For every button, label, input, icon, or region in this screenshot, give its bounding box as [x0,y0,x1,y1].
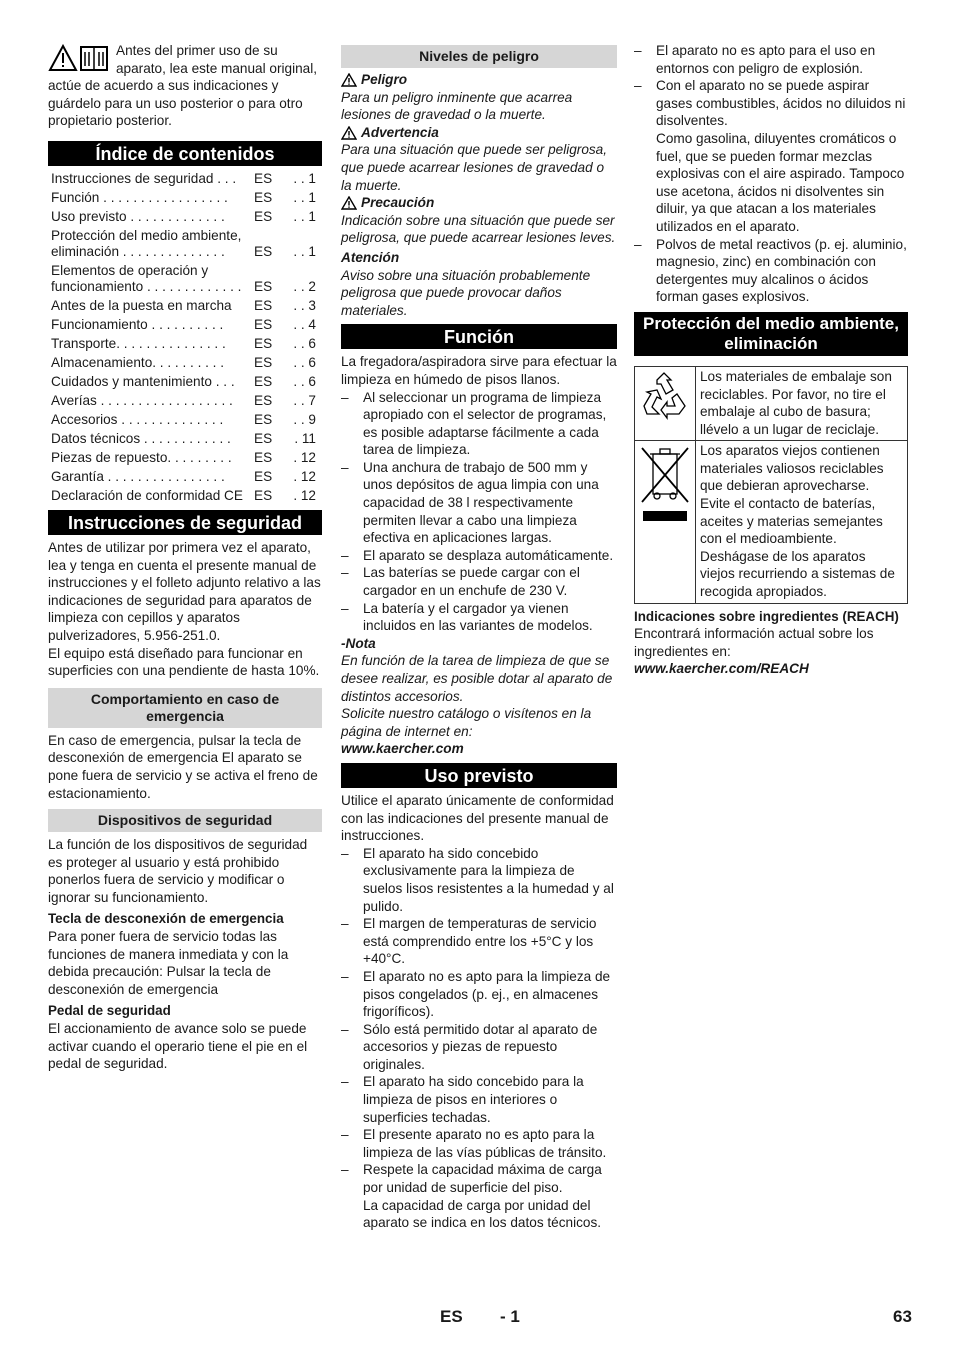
toc-row[interactable] [48,390,322,409]
estop-text: Para poner fuera de servicio todas las funciones de manera inmediata y con la debida precaución: Pulsar la tecla de desconexión de emergencia [48,929,289,997]
function-list [341,389,617,635]
list-item: – El aparato no es apto para la limpieza de pisos congelados (p. ej., en almacenes frigoríficos). [341,968,617,1021]
toc-language: ES [254,243,273,259]
footer-page-number: 63 [893,1307,912,1326]
toc-language: ES [254,430,273,446]
recycling-icon-cell [635,366,696,440]
warning-label: Advertencia [361,124,439,140]
safety-text-2: El equipo está diseñado para funcionar en superficies con una pendiente de hasta 10%. [48,645,320,679]
toc-page: . . 6 [293,354,316,370]
caution-heading [341,194,617,212]
toc-title: Uso previsto . . . . . . . . . . . . . [51,208,225,224]
toc-row[interactable] [48,352,322,371]
toc-page: . . 3 [293,297,316,313]
reach-link[interactable]: www.kaercher.com/REACH [634,661,809,677]
estop-heading: Tecla de desconexión de emergencia [48,911,284,927]
column-middle [341,42,617,1232]
toc-title: Piezas de repuesto. . . . . . . . . [51,449,232,465]
toc-language: ES [254,373,273,389]
toc-page: . 12 [293,468,316,484]
toc-page: . . 7 [293,392,316,408]
toc-title: Transporte. . . . . . . . . . . . . . . [51,335,226,351]
function-intro: La fregadora/aspiradora sirve para efectuar la limpieza en húmedo de pisos llanos. [341,354,617,387]
list-item: – El margen de temperaturas de servicio está comprendido entre los +5°C y los +40°C. [341,915,617,968]
toc-page: . 12 [293,487,316,503]
column-right [634,42,908,678]
toc-language: ES [254,487,273,503]
pedal-heading: Pedal de seguridad [48,1003,171,1019]
toc-title: Cuidados y mantenimiento . . . [51,373,235,389]
attention-label: Atención [341,249,400,265]
function-heading: Función [341,324,617,349]
warning-manual-icons [48,44,112,74]
toc-page: . . 6 [293,373,316,389]
table-row [635,441,908,603]
list-item-text: Respete la capacidad máxima de carga por unidad de superficie del piso. [363,1162,602,1196]
danger-heading [341,71,617,89]
toc-row[interactable] [48,428,322,447]
reach-text: Encontrará información actual sobre los ingredientes en: [634,626,874,659]
toc-title: Funcionamiento . . . . . . . . . . [51,316,224,332]
toc-language: ES [254,208,273,224]
warning-triangle-icon [341,196,357,210]
toc-title: Datos técnicos . . . . . . . . . . . . [51,430,231,446]
warning-triangle-icon [341,73,357,87]
table-row [635,366,908,440]
intended-use-list [341,845,617,1232]
toc-language: ES [254,335,273,351]
list-item: – Polvos de metal reactivos (p. ej. aluminio, magnesio, zinc) en combinación con detergentes muy alcalinos o ácidos forman gases explosivos. [634,236,908,306]
toc-language: ES [254,170,273,186]
toc-page: . . 1 [293,189,316,205]
list-item: – El aparato se desplaza automáticamente. [341,547,617,565]
warning-triangle-icon [341,126,357,140]
pedal-text: El accionamiento de avance solo se puede activar cuando el operario tiene el pie en el pedal de seguridad. [48,1021,308,1072]
toc-language: ES [254,392,273,408]
environment-table [634,366,908,604]
old-devices-text: Los aparatos viejos contienen materiales valiosos reciclables que debieran aprovecharse. Evite el contacto de baterías, aceites y materias semejantes con el medioambiente. Deshágase de los aparatos viejos recurriendo a sistemas de recogida apropiados. [696,441,908,603]
toc-title: Garantía . . . . . . . . . . . . . . . . [51,468,225,484]
safety-text-1: Antes de utilizar por primera vez el aparato, lea y tenga en cuenta el presente manual de instrucciones y el folleto adjunto relativo a las indicaciones de seguridad para aparatos de limpieza con cepillos y aparatos pulverizadores, 5.956-251.0. [48,539,321,643]
list-item: – El aparato no es apto para el uso en entornos con peligro de explosión. [634,42,908,77]
list-item: – El aparato ha sido concebido para la limpieza de pisos en interiores o superficies techadas. [341,1073,617,1126]
danger-label: Peligro [361,72,408,87]
warning-read-manual-icon [48,44,110,72]
toc-row[interactable] [48,466,322,485]
crossed-out-bin-icon [639,444,691,528]
environment-heading: Protección del medio ambiente, eliminación [634,312,908,356]
toc-page: . 12 [293,449,316,465]
toc-language: ES [254,354,273,370]
toc-title: Averías . . . . . . . . . . . . . . . . . . [51,392,233,408]
toc-row[interactable] [48,168,322,187]
reach-heading: Indicaciones sobre ingredientes (REACH) [634,608,899,624]
list-item: – Al seleccionar un programa de limpieza apropiado con el selector de programas, es posible adaptarse fácilmente a cada tarea de limpieza. [341,389,617,459]
toc-page: . . 1 [293,208,316,224]
intro-block [48,42,322,130]
attention-text: Aviso sobre una situación probablemente peligrosa que puede provocar daños materiales. [341,267,591,318]
toc-row[interactable] [48,260,322,295]
emergency-text: En caso de emergencia, pulsar la tecla de desconexión de emergencia El aparato se pone fuera de servicio y se activa el freno de estacionamiento. [48,732,318,801]
toc-heading: Índice de contenidos [48,141,322,166]
toc-title: Elementos de operación y funcionamiento . . . . . . . . . . . . . [51,262,242,294]
toc-language: ES [254,189,273,205]
toc-language: ES [254,468,273,484]
note-label-text: Nota [345,635,376,651]
list-item-extra: La capacidad de carga por unidad del aparato se indica en los datos técnicos. [363,1197,602,1231]
crossed-out-bin-icon-cell [635,441,696,603]
toc-page: . . 1 [293,243,316,259]
kaercher-link[interactable]: www.kaercher.com [341,741,464,757]
toc-title: Almacenamiento. . . . . . . . . . [51,354,225,370]
toc-page: . 11 [294,430,316,446]
intended-use-list-continued [634,42,908,306]
intended-use-intro: Utilice el aparato únicamente de conformidad con las indicaciones del presente manual de instrucciones. [341,792,614,844]
toc-title: Instrucciones de seguridad . . . [51,170,237,186]
list-item: – Las baterías se puede cargar con el cargador en un enchufe de 230 V. [341,564,617,599]
toc-row[interactable] [48,187,322,206]
toc-row[interactable] [48,206,322,225]
toc-table [48,168,322,504]
note-label: -Nota [341,635,376,651]
toc-language: ES [254,411,273,427]
toc-page: . . 9 [293,411,316,427]
list-item-text: Con el aparato no se puede aspirar gases combustibles, ácidos no diluidos ni disolventes. [656,78,906,129]
toc-language: ES [254,297,273,313]
toc-title: Accesorios . . . . . . . . . . . . . . [51,411,224,427]
toc-page: . . 2 [293,278,316,294]
toc-page: . . 4 [293,316,316,332]
safety-devices-text: La función de los dispositivos de seguridad es proteger al usuario y está prohibido ponerlos fuera de servicio y modificar o ignorar su funcionamiento. [48,837,308,905]
toc-row[interactable] [48,447,322,466]
toc-language: ES [254,278,273,294]
recycling-icon [639,370,689,422]
intro-text: Antes del primer uso de su aparato, lea este manual original, actúe de acuerdo a sus indicaciones y guárdelo para un uso posterior o para otro propietario posterior. [48,43,318,129]
list-item: – Sólo está permitido dotar al aparato de accesorios y piezas de repuesto originales. [341,1021,617,1074]
toc-row[interactable] [48,371,322,390]
toc-title: Declaración de conformidad CE [51,487,243,503]
hazard-levels-heading: Niveles de peligro [341,45,617,68]
toc-title: Antes de la puesta en marcha [51,297,232,313]
emergency-heading: Comportamiento en caso de emergencia [48,688,322,728]
safety-devices-heading: Dispositivos de seguridad [48,809,322,832]
caution-text: Indicación sobre una situación que puede ser peligrosa, que puede acarrear lesiones leves. [341,212,616,246]
toc-row[interactable] [48,409,322,428]
toc-row[interactable] [48,485,322,504]
footer-page-ref: - 1 [500,1307,520,1326]
toc-language: ES [254,449,273,465]
recycling-text: Los materiales de embalaje son reciclables. Por favor, no tire el embalaje al cubo de basura; llévelo a un lugar de reciclaje. [696,366,908,440]
toc-title: Protección del medio ambiente, eliminación . . . . . . . . . . . . . . [51,227,242,259]
list-item: – El presente aparato no es apto para la limpieza de las vías públicas de tránsito. [341,1126,617,1161]
toc-row[interactable] [48,314,322,333]
column-left [48,42,322,1073]
toc-row[interactable] [48,225,322,260]
list-item: – La batería y el cargador ya vienen incluidos en las variantes de modelos. [341,600,617,635]
intended-use-heading: Uso previsto [341,763,617,788]
toc-language: ES [254,316,273,332]
list-item [341,1161,617,1231]
warning-text: Para una situación que puede ser peligrosa, que puede acarrear lesiones de gravedad o la muerte. [341,142,608,193]
toc-title: Función . . . . . . . . . . . . . . . . . [51,189,228,205]
toc-page: . . 1 [293,170,316,186]
caution-label: Precaución [361,195,435,211]
footer-language: ES [440,1307,463,1326]
note-text-2: Solicite nuestro catálogo o visítenos en la página de internet en: [341,706,592,739]
list-item: – Una anchura de trabajo de 500 mm y unos depósitos de agua limpia con una capacidad de 38 l respectivamente permiten llevar a cabo una limpieza efectiva en aplicaciones largas. [341,459,617,547]
toc-row[interactable] [48,295,322,314]
toc-page: . . 6 [293,335,316,351]
toc-row[interactable] [48,333,322,352]
warning-heading [341,124,617,142]
safety-heading: Instrucciones de seguridad [48,510,322,535]
list-item: – El aparato ha sido concebido exclusivamente para la limpieza de suelos lisos resistentes a la humedad y al pulido. [341,845,617,915]
danger-text: Para un peligro inminente que acarrea lesiones de gravedad o la muerte. [341,89,573,123]
list-item-extra: Como gasolina, diluyentes cromáticos o fuel, que se pueden formar mezclas explosivas con el aire aspirado. Tampoco use acetona, ácidos ni disolventes sin diluir, ya que atacan a los materiales utilizados en el aparato. [656,130,905,234]
list-item [634,77,908,235]
note-text-1: En función de la tarea de limpieza de que se desee realizar, es posible dotar al aparato de distintos accesorios. [341,653,613,704]
